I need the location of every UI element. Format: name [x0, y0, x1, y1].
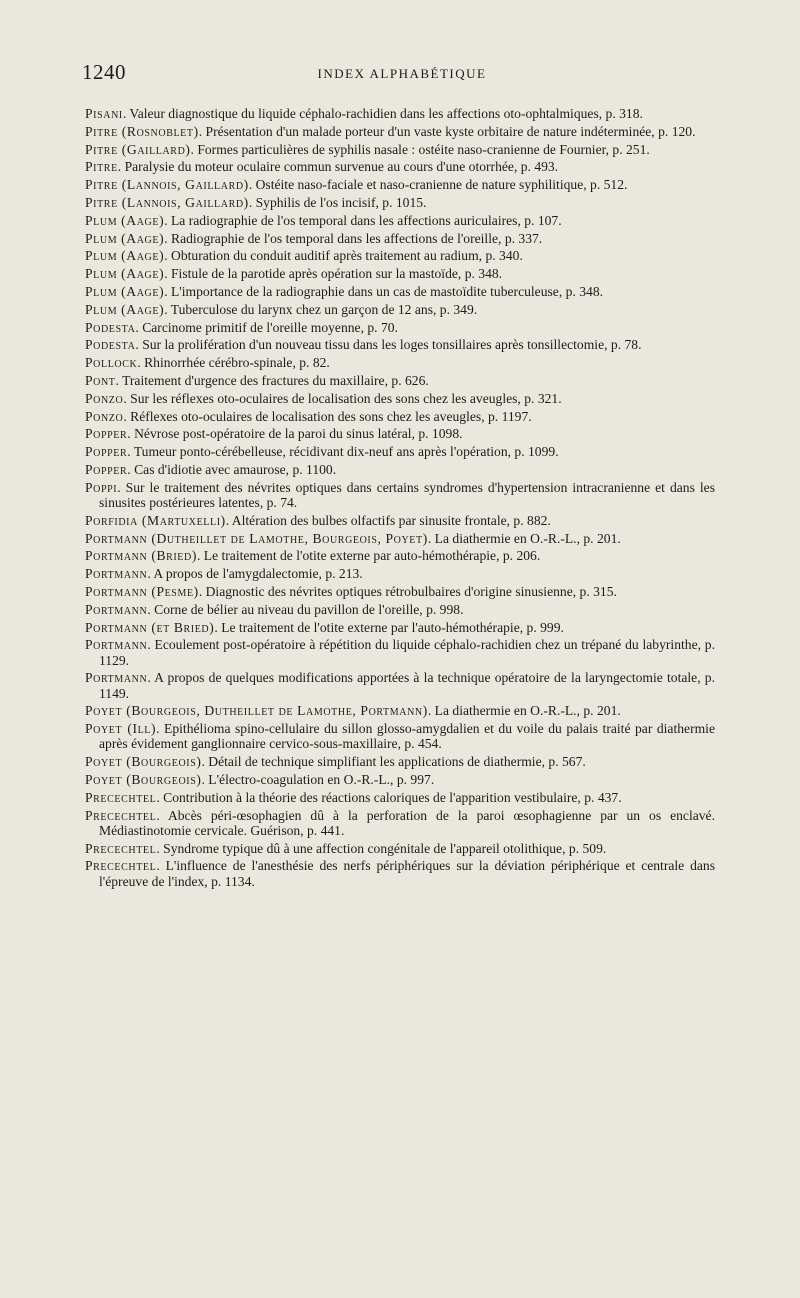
index-entry [85, 754, 715, 769]
index-entry [85, 513, 715, 528]
index-entry [85, 195, 715, 210]
index-entry [85, 320, 715, 335]
entry-author: Plum (Aage) [85, 283, 165, 299]
entry-author: Popper [85, 444, 128, 460]
index-entry [85, 531, 715, 546]
entry-author: Pitre (Rosnoblet) [85, 123, 199, 139]
entry-author: Precechtel [85, 858, 157, 874]
index-entry [85, 548, 715, 563]
entry-author: Pitre (Lannois, Gaillard) [85, 194, 249, 210]
entry-text: . Présentation d'un malade porteur d'un vaste kyste orbitaire de nature indéterminée, p. 120. [198, 123, 696, 139]
entry-text: . Cas d'idiotie avec amaurose, p. 1100. [127, 461, 337, 477]
index-entry [85, 124, 715, 139]
index-entry [85, 391, 715, 406]
entry-author: Precechtel [85, 807, 157, 823]
entry-text: . Epithélioma spino-cellulaire du sillon glosso-amygdalien et du voile du palais traité par diathermie après évidement ganglionnaire cervico-sous-maxillaire, p. 454. [99, 721, 715, 752]
index-entry [85, 142, 715, 157]
entry-text: . Rhinorrhée cérébro-spinale, p. 82. [137, 355, 330, 371]
index-entry [85, 620, 715, 635]
entry-author: Pitre (Gaillard) [85, 141, 191, 157]
entry-text: . La diathermie en O.-R.-L., p. 201. [427, 703, 621, 719]
entry-author: Pont [85, 372, 116, 388]
entry-text: . Tumeur ponto-cérébelleuse, récidivant dix-neuf ans après l'opération, p. 1099. [127, 444, 559, 460]
entry-text: . Corne de bélier au niveau du pavillon de l'oreille, p. 998. [147, 601, 464, 617]
entry-text: . Paralysie du moteur oculaire commun survenue au cours d'une otorrhée, p. 493. [117, 159, 559, 175]
entry-author: Precechtel [85, 789, 157, 805]
entry-text: . A propos de quelques modifications apportées à la technique opératoire de la laryngectomie totale, p. 1149. [99, 670, 715, 701]
entry-author: Podesta [85, 337, 136, 353]
entry-text: . Valeur diagnostique du liquide céphalo-rachidien dans les affections oto-ophtalmiques, p. 318. [122, 106, 643, 121]
entry-author: Portmann [85, 670, 148, 686]
index-entry [85, 703, 715, 718]
entry-author: Ponzo [85, 390, 124, 406]
entry-text: . Syphilis de l'os incisif, p. 1015. [248, 194, 427, 210]
entry-author: Plum (Aage) [85, 266, 165, 282]
index-entry [85, 444, 715, 459]
index-entry [85, 480, 715, 510]
entry-author: Ponzo [85, 408, 124, 424]
entry-text: . Abcès péri-œsophagien dû à la perforation de la paroi œsophagienne par un os enclavé. Médiastinotomie cervicale. Guérison, p. 441. [99, 807, 715, 838]
entry-author: Pollock [85, 355, 138, 371]
entry-text: . Le traitement de l'otite externe par l'auto-hémothérapie, p. 999. [214, 619, 564, 635]
entry-author: Portmann [85, 601, 148, 617]
index-entry [85, 670, 715, 700]
index-entry [85, 355, 715, 370]
entry-author: Portmann (et Bried) [85, 619, 215, 635]
entry-text: . La radiographie de l'os temporal dans les affections auriculaires, p. 107. [164, 212, 562, 228]
entry-author: Popper [85, 426, 128, 442]
entry-text: . Radiographie de l'os temporal dans les affections de l'oreille, p. 337. [164, 230, 543, 246]
entry-author: Poyet (Ill) [85, 721, 157, 737]
entry-author: Plum (Aage) [85, 301, 165, 317]
index-entry [85, 637, 715, 667]
entry-text: . Réflexes oto-oculaires de localisation des sons chez les aveugles, p. 1197. [123, 408, 532, 424]
entry-text: . Sur la prolifération d'un nouveau tissu dans les loges tonsillaires après tonsillectomie, p. 78. [135, 337, 642, 353]
entry-text: . Fistule de la parotide après opération sur la mastoïde, p. 348. [164, 266, 503, 282]
entry-author: Poyet (Bourgeois, Dutheillet de Lamothe, Portmann) [85, 703, 428, 719]
index-entry [85, 106, 715, 121]
index-entry [85, 231, 715, 246]
page-number: 1240 [82, 60, 126, 84]
entry-author: Portmann (Pesme) [85, 583, 199, 599]
entry-text: . Ostéite naso-faciale et naso-cranienne de nature syphilitique, p. 512. [248, 177, 628, 193]
entry-text: . La diathermie en O.-R.-L., p. 201. [427, 530, 621, 546]
index-entry [85, 462, 715, 477]
index-entry [85, 177, 715, 192]
entry-text: . Le traitement de l'otite externe par auto-hémothérapie, p. 206. [196, 548, 541, 564]
entry-text: . Sur le traitement des névrites optiques dans certains syndromes d'hypertension intracranienne et dans les sinusites postérieures latentes, p. 74. [99, 479, 715, 510]
index-entry [85, 337, 715, 352]
entry-text: . Névrose post-opératoire de la paroi du sinus latéral, p. 1098. [127, 426, 463, 442]
index-entry [85, 584, 715, 599]
entry-text: . Altération des bulbes olfactifs par sinusite frontale, p. 882. [225, 512, 551, 528]
index-entry [85, 159, 715, 174]
entry-author: Pitre (Lannois, Gaillard) [85, 177, 249, 193]
entry-text: . Traitement d'urgence des fractures du maxillaire, p. 626. [115, 372, 429, 388]
entry-text: . Carcinome primitif de l'oreille moyenne, p. 70. [135, 319, 398, 335]
entry-text: . L'importance de la radiographie dans un cas de mastoïdite tuberculeuse, p. 348. [164, 283, 604, 299]
index-entry [85, 248, 715, 263]
entry-author: Portmann [85, 566, 148, 582]
entry-author: Portmann [85, 637, 148, 653]
entry-author: Pisani [85, 106, 123, 121]
index-entry [85, 426, 715, 441]
entry-author: Porfidia (Martuxelli) [85, 512, 226, 528]
index-entry [85, 790, 715, 805]
entry-author: Plum (Aage) [85, 212, 165, 228]
page-header [82, 60, 722, 90]
index-entries [85, 106, 715, 891]
index-entry [85, 841, 715, 856]
entry-author: Podesta [85, 319, 136, 335]
entry-text: . Syndrome typique dû à une affection congénitale de l'appareil otolithique, p. 509. [156, 840, 607, 856]
entry-text: . A propos de l'amygdalectomie, p. 213. [147, 566, 363, 582]
entry-text: . Détail de technique simplifiant les applications de diathermie, p. 567. [201, 754, 586, 770]
entry-text: . Obturation du conduit auditif après traitement au radium, p. 340. [164, 248, 523, 264]
entry-text: . Contribution à la théorie des réactions caloriques de l'apparition vestibulaire, p. 437. [156, 789, 622, 805]
entry-author: Plum (Aage) [85, 230, 165, 246]
index-entry [85, 284, 715, 299]
entry-author: Poyet (Bourgeois) [85, 754, 202, 770]
entry-author: Poyet (Bourgeois) [85, 771, 202, 787]
entry-text: . Tuberculose du larynx chez un garçon de 12 ans, p. 349. [164, 301, 478, 317]
entry-text: . Ecoulement post-opératoire à répétition du liquide céphalo-rachidien chez un trépané du labyrinthe, p. 1129. [99, 637, 715, 668]
entry-text: . L'influence de l'anesthésie des nerfs périphériques sur la déviation périphérique et centrale dans l'épreuve de l'index, p. 1134. [99, 858, 715, 889]
entry-author: Pitre [85, 159, 118, 175]
entry-author: Popper [85, 461, 128, 477]
index-entry [85, 213, 715, 228]
entry-author: Plum (Aage) [85, 248, 165, 264]
index-entry [85, 302, 715, 317]
entry-text: . L'électro-coagulation en O.-R.-L., p. 997. [201, 771, 435, 787]
index-entry [85, 808, 715, 838]
entry-author: Portmann (Dutheillet de Lamothe, Bourgeois, Poyet) [85, 530, 428, 546]
index-entry [85, 721, 715, 751]
entry-text: . Formes particulières de syphilis nasale : ostéite naso-cranienne de Fournier, p. 251. [190, 141, 650, 157]
entry-author: Poppi [85, 479, 118, 495]
index-entry [85, 566, 715, 581]
index-entry [85, 602, 715, 617]
index-entry [85, 409, 715, 424]
entry-author: Precechtel [85, 840, 157, 856]
entry-text: . Sur les réflexes oto-oculaires de localisation des sons chez les aveugles, p. 321. [123, 390, 562, 406]
running-title: INDEX ALPHABÉTIQUE [317, 66, 487, 81]
index-entry [85, 266, 715, 281]
index-entry [85, 858, 715, 888]
entry-author: Portmann (Bried) [85, 548, 197, 564]
index-entry [85, 772, 715, 787]
index-entry [85, 373, 715, 388]
entry-text: . Diagnostic des névrites optiques rétrobulbaires d'origine sinusienne, p. 315. [198, 583, 617, 599]
